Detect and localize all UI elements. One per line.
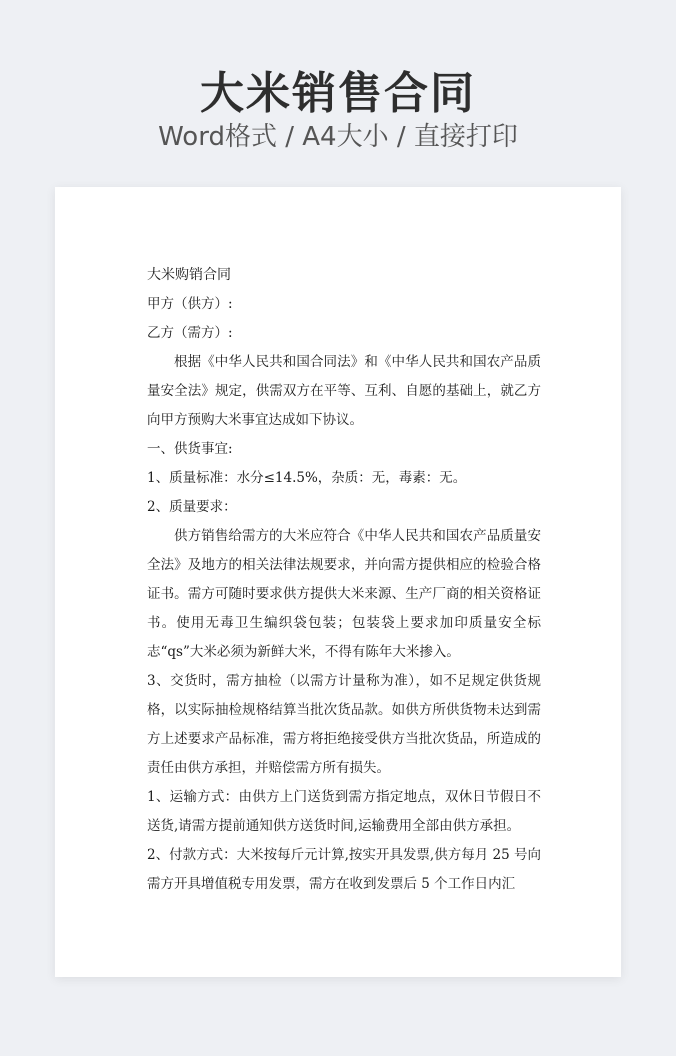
banner-title: 大米销售合同 <box>200 68 476 119</box>
party-b-line: 乙方（需方）: <box>147 325 233 341</box>
document-title: 大米购销合同 <box>147 267 231 283</box>
party-a-line: 甲方（供方）: <box>147 296 233 312</box>
document-body <box>147 261 541 899</box>
clause-quality-requirement: 2、质量要求： <box>147 499 237 515</box>
clause-quality-standard: 1、质量标准：水分≤14.5%，杂质：无，毒素：无。 <box>147 470 467 486</box>
document-page <box>55 187 621 977</box>
preamble-paragraph: 根据《中华人民共和国合同法》和《中华人民共和国农产品质量安全法》规定，供需双方在平等、互利、自愿的基础上，就乙方向甲方预购大米事宜达成如下协议。 <box>147 354 541 428</box>
clause-transport: 1、运输方式：由供方上门送货到需方指定地点，双休日节假日不送货,请需方提前通知供方送货时间,运输费用全部由供方承担。 <box>147 789 541 834</box>
section-heading-supply: 一、供货事宜: <box>147 441 233 457</box>
quality-requirement-paragraph: 供方销售给需方的大米应符合《中华人民共和国农产品质量安全法》及地方的相关法律法规要求，并向需方提供相应的检验合格证书。需方可随时要求供方提供大米来源、生产厂商的相关资格证书。使用无毒卫生编织袋包装；包装袋上要求加印质量安全标志“qs”大米必须为新鲜大米，不得有陈年大米掺入。 <box>147 528 541 660</box>
clause-delivery-inspection: 3、交货时，需方抽检（以需方计量称为准），如不足规定供货规格，以实际抽检规格结算当批次货品款。如供方所供货物未达到需方上述要求产品标准，需方将拒绝接受供方当批次货品，所造成的责任由供方承担，并赔偿需方所有损失。 <box>147 673 541 776</box>
banner-subtitle: Word格式 / A4大小 / 直接打印 <box>158 122 518 152</box>
clause-payment: 2、付款方式：大米按每斤元计算,按实开具发票,供方每月 25 号向需方开具增值税专用发票，需方在收到发票后 5 个工作日内汇 <box>147 847 541 892</box>
